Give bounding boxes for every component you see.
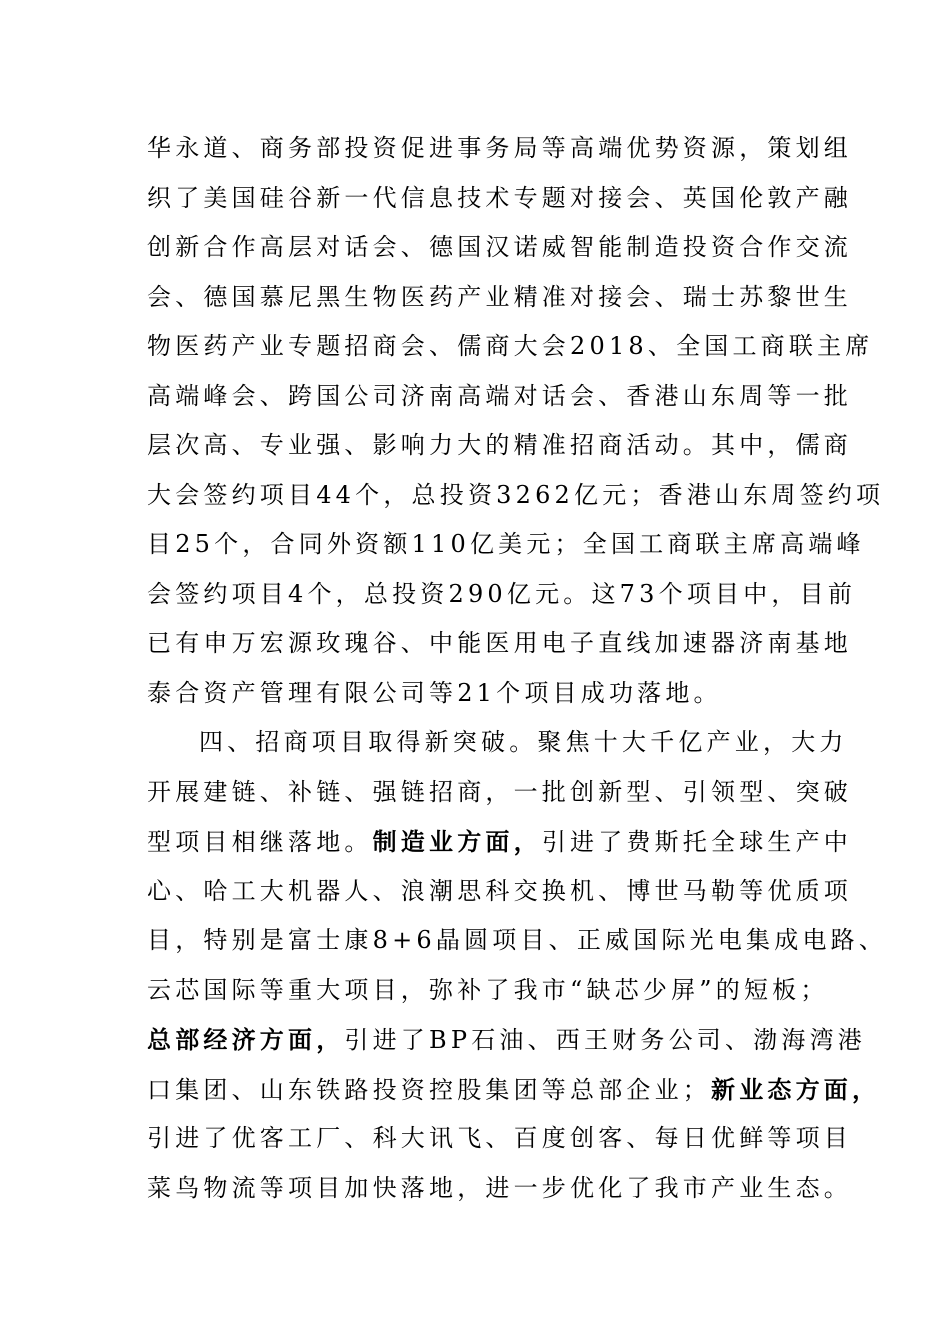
text-line: 创新合作高层对话会、德国汉诺威智能制造投资合作交流: [147, 233, 852, 261]
paragraph-activities: [147, 124, 885, 718]
text-line: 目，特别是富士康8+6晶圆项目、正威国际光电集成电路、: [147, 926, 888, 954]
text-line: 层次高、专业强、影响力大的精准招商活动。其中，儒商: [147, 431, 852, 459]
text-line: 心、哈工大机器人、浪潮思科交换机、博世马勒等优质项: [147, 876, 852, 905]
text-line: 泰合资产管理有限公司等21个项目成功落地。: [147, 678, 722, 707]
text-line: 引进了优客工厂、科大讯飞、百度创客、每日优鲜等项目: [147, 1124, 852, 1152]
text-line: 会签约项目4个，总投资290亿元。这73个项目中，目前: [147, 579, 857, 608]
text-line: 菜鸟物流等项目加快落地，进一步优化了我市产业生态。: [147, 1173, 852, 1202]
text-line: 开展建链、补链、强链招商，一批创新型、引领型、突破: [147, 777, 852, 806]
text-line: [147, 1065, 881, 1115]
paragraph-projects: [147, 718, 888, 1213]
bold-lead-new-formats: 新业态方面，: [711, 1074, 881, 1104]
text-line: 目25个，合同外资额110亿美元；全国工商联主席高端峰: [147, 530, 865, 558]
text-line: 织了美国硅谷新一代信息技术专题对接会、英国伦敦产融: [147, 183, 852, 212]
document-body: [147, 124, 888, 1213]
text-line: 会、德国慕尼黑生物医药产业精准对接会、瑞士苏黎世生: [147, 282, 852, 311]
text-line: 大会签约项目44个，总投资3262亿元；香港山东周签约项: [147, 480, 885, 509]
text-line: 物医药产业专题招商会、儒商大会2018、全国工商联主席: [147, 332, 874, 360]
text-line: 已有申万宏源玫瑰谷、中能医用电子直线加速器济南基地: [147, 629, 852, 657]
text-line: 云芯国际等重大项目，弥补了我市“缺芯少屏”的短板；: [147, 975, 829, 1004]
text-segment: 引进了费斯托全球生产中: [541, 828, 853, 856]
text-segment: 口集团、山东铁路投资控股集团等总部企业；: [147, 1075, 711, 1104]
bold-lead-manufacturing: 制造业方面，: [372, 827, 542, 856]
bold-lead-headquarters: 总部经济方面，: [147, 1025, 345, 1054]
section-heading-line: 四、招商项目取得新突破。聚焦十大千亿产业，大力: [199, 728, 848, 756]
text-line: [147, 1015, 866, 1065]
text-segment: 型项目相继落地。: [147, 828, 373, 856]
text-line: 华永道、商务部投资促进事务局等高端优势资源，策划组: [147, 134, 852, 162]
text-line: 高端峰会、跨国公司济南高端对话会、香港山东周等一批: [147, 381, 852, 410]
text-line: [147, 817, 853, 867]
text-segment: 引进了BP石油、西王财务公司、渤海湾港: [344, 1026, 866, 1054]
